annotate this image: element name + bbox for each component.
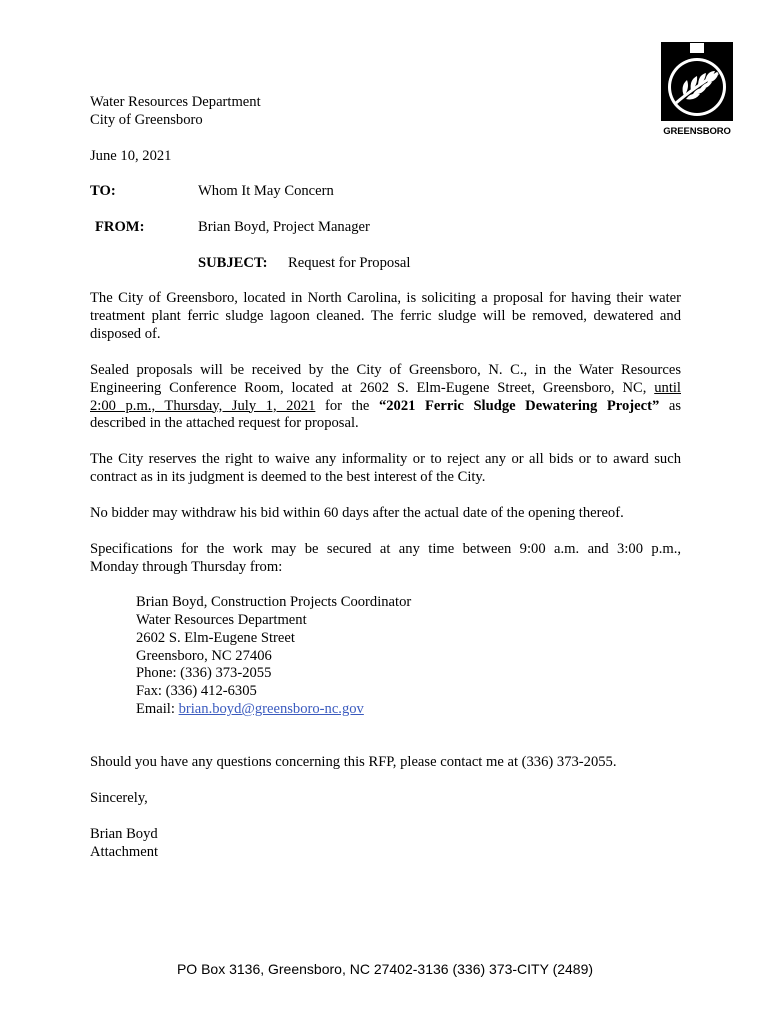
contact-name: Brian Boyd, Construction Projects Coordinator: [136, 594, 412, 610]
deadline-text: until: [654, 379, 681, 396]
paragraph-withdraw: No bidder may withdraw his bid within 60 days after the actual date of the opening thereof.: [90, 505, 624, 521]
paragraph-sealed-proposals: [90, 362, 681, 433]
letter-date: June 10, 2021: [90, 148, 172, 164]
enclosure-note: Attachment: [90, 844, 159, 860]
from-value: Brian Boyd, Project Manager: [198, 219, 370, 235]
to-value: Whom It May Concern: [198, 183, 334, 199]
paragraph-line: Monday through Thursday from:: [90, 558, 283, 575]
contact-email-row: [136, 701, 364, 719]
paragraph-line: disposed of.: [90, 325, 161, 342]
greensboro-logo-icon: [662, 43, 732, 120]
project-title: “2021 Ferric Sludge Dewatering Project”: [378, 397, 660, 414]
contact-city: Greensboro, NC 27406: [136, 648, 272, 664]
email-label: Email:: [136, 701, 175, 717]
to-label: TO:: [90, 183, 116, 199]
paragraph-line: The City of Greensboro, located in North Carolina, is soliciting a proposal for having their water: [90, 290, 681, 306]
signature-name: Brian Boyd: [90, 826, 158, 842]
contact-fax: Fax: (336) 412-6305: [136, 683, 257, 699]
paragraph-text: as: [668, 397, 682, 414]
greensboro-logo: [661, 42, 733, 141]
email-link[interactable]: brian.boyd@greensboro-nc.gov: [178, 701, 364, 717]
subject-label: SUBJECT:: [198, 255, 268, 271]
deadline-text: 2:00 p.m., Thursday, July 1, 2021: [90, 397, 316, 414]
paragraph-line: Specifications for the work may be secured at any time between 9:00 a.m. and 3:00 p.m.,: [90, 541, 681, 557]
paragraph-line: [90, 380, 681, 398]
from-label: FROM:: [95, 219, 145, 235]
paragraph-line: [90, 398, 681, 416]
paragraph-line: described in the attached request for proposal.: [90, 415, 359, 432]
logo-wordmark: GREENSBORO: [663, 126, 731, 137]
paragraph-line: Sealed proposals will be received by the City of Greensboro, N. C., in the Water Resources: [90, 362, 681, 378]
paragraph-reservation: [90, 451, 681, 487]
contact-phone: Phone: (336) 373-2055: [136, 665, 272, 681]
paragraph-text: Engineering Conference Room, located at 2602 S. Elm-Eugene Street, Greensboro, NC,: [90, 379, 647, 396]
letterhead-department: Water Resources Department: [90, 94, 261, 110]
paragraph-line: The City reserves the right to waive any informality or to reject any or all bids or to award such: [90, 451, 681, 467]
paragraph-text: for the: [324, 397, 370, 414]
contact-department: Water Resources Department: [136, 612, 307, 628]
letter-footer: PO Box 3136, Greensboro, NC 27402-3136 (336) 373-CITY (2489): [176, 961, 594, 977]
letterhead-city: City of Greensboro: [90, 112, 203, 128]
paragraph-line: treatment plant ferric sludge lagoon cleaned. The ferric sludge will be removed, dewatered and: [90, 307, 681, 324]
paragraph-questions: Should you have any questions concerning this RFP, please contact me at (336) 373-2055.: [90, 754, 617, 770]
paragraph-specifications: [90, 541, 681, 577]
paragraph-intro: [90, 290, 681, 343]
paragraph-line: contract as in its judgment is deemed to the best interest of the City.: [90, 468, 486, 485]
closing: Sincerely,: [90, 790, 148, 806]
subject-value: Request for Proposal: [288, 255, 411, 271]
contact-street: 2602 S. Elm-Eugene Street: [136, 630, 295, 646]
